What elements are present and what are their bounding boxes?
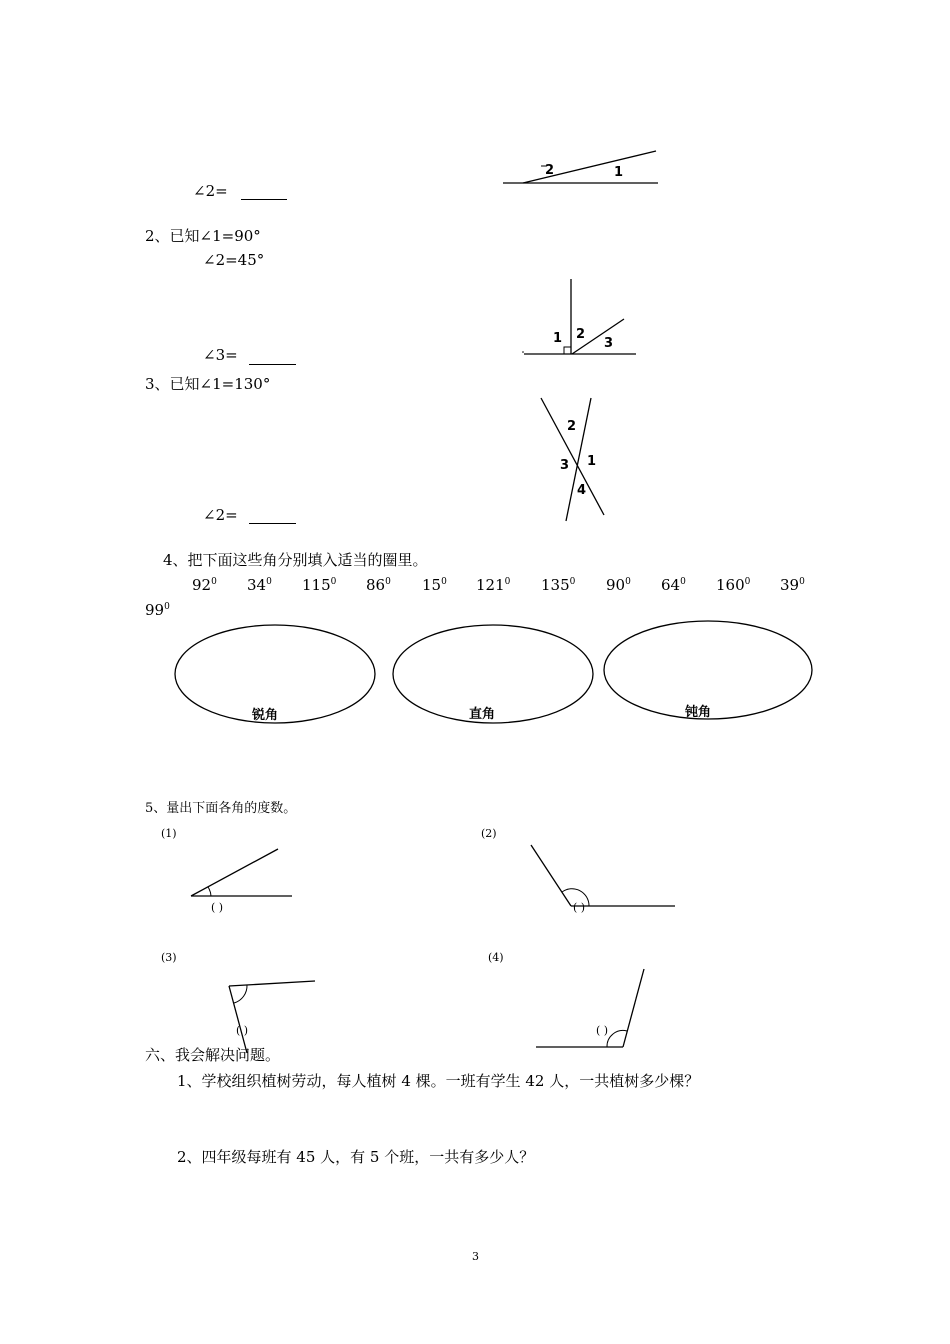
q1-answer-label: ∠2=	[193, 182, 228, 200]
angle-value: $15^0$	[422, 576, 447, 594]
angle-value: $86^0$	[366, 576, 391, 594]
q2-fig-label-3: 3	[604, 336, 614, 351]
angle-value: $135^0$	[541, 576, 576, 594]
q3-fig-label-1: 1	[587, 454, 597, 469]
angle-4	[536, 969, 644, 1047]
q5-answer-paren-2[interactable]: ( )	[573, 901, 586, 914]
q3-given-1: 3、已知∠1=130°	[145, 375, 271, 393]
q5-title: 5、量出下面各角的度数。	[145, 801, 297, 816]
section6-problem-1: 1、学校组织植树劳动，每人植树 4 棵。一班有学生 42 人，一共植树多少棵？	[177, 1072, 700, 1090]
q1-fig-label-1: 1	[614, 165, 624, 180]
section6-title: 六、我会解决问题。	[145, 1046, 281, 1064]
q5-answer-paren-1[interactable]: ( )	[211, 901, 224, 914]
angle-value: $99^0$	[145, 601, 170, 619]
angle-value: $39^0$	[780, 576, 805, 594]
q3-fig-label-4: 4	[577, 483, 587, 498]
q5-answer-paren-4[interactable]: ( )	[596, 1024, 609, 1037]
q5-item-3-num: (3)	[161, 951, 177, 964]
angle-value: $34^0$	[247, 576, 272, 594]
oval-label-right: 直角	[469, 707, 496, 722]
angle-value: $160^0$	[716, 576, 751, 594]
section6-problem-2: 2、四年级每班有 45 人，有 5 个班，一共有多少人？	[177, 1148, 535, 1166]
oval-label-acute: 锐角	[252, 708, 279, 723]
q2-given-2: ∠2=45°	[203, 251, 265, 269]
oval-label-obtuse: 钝角	[685, 705, 712, 720]
q1-fig-label-2: 2	[545, 163, 555, 178]
angle-value: $90^0$	[606, 576, 631, 594]
q5-answer-paren-3[interactable]: ( )	[236, 1024, 249, 1037]
q5-item-1-num: (1)	[161, 827, 177, 840]
q2-fig-label-2: 2	[576, 327, 586, 342]
angle-1	[191, 849, 292, 896]
q2-given-1: 2、已知∠1=90°	[145, 227, 261, 245]
q2-answer-label: ∠3=	[203, 346, 238, 364]
angle-2	[531, 845, 675, 906]
q5-item-2-num: (2)	[481, 827, 497, 840]
angle-value: $92^0$	[192, 576, 217, 594]
angle-value: $64^0$	[661, 576, 686, 594]
q4-title: 4、把下面这些角分别填入适当的圈里。	[163, 551, 428, 569]
q3-fig-label-3: 3	[560, 458, 570, 473]
q2-fig-label-1: 1	[553, 331, 563, 346]
q5-item-4-num: (4)	[488, 951, 504, 964]
page-number: 3	[472, 1250, 479, 1263]
angle-value: $121^0$	[476, 576, 511, 594]
angle-3	[229, 981, 315, 1053]
q3-answer-label: ∠2=	[203, 506, 238, 524]
angle-value: $115^0$	[302, 576, 337, 594]
q3-fig-label-2: 2	[567, 419, 577, 434]
